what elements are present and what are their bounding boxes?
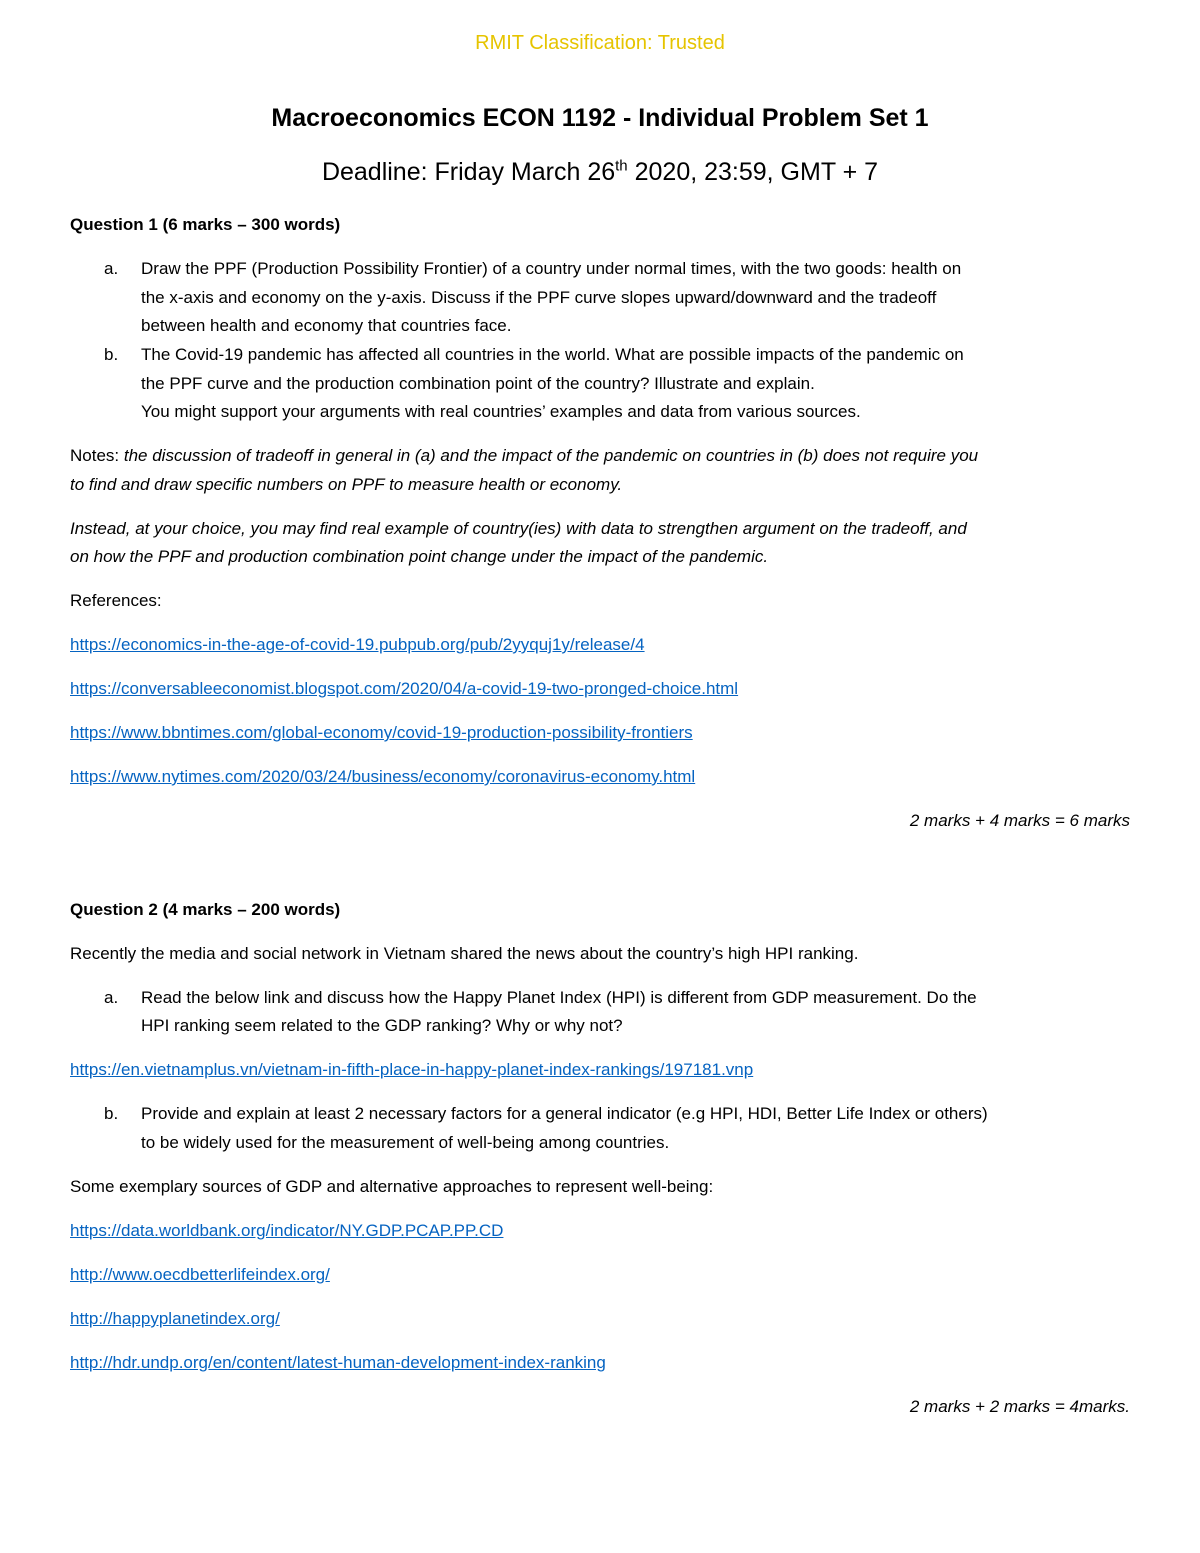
notes-line: to find and draw specific numbers on PPF to measure health or economy. [70, 475, 623, 494]
source-link[interactable]: http://hdr.undp.org/en/content/latest-human-development-index-ranking [70, 1353, 606, 1372]
notes-text: the discussion of tradeoff in general in (a) and the impact of the pandemic on countries in (b) does not require you [123, 446, 979, 465]
question-1-heading: Question 1 (6 marks – 300 words) [70, 215, 341, 234]
question-1a-line: the x-axis and economy on the y-axis. Discuss if the PPF curve slopes upward/downward and the tradeoff [141, 288, 937, 307]
deadline-suffix: 2020, 23:59, GMT + 7 [627, 158, 879, 186]
question-1b-line: The Covid-19 pandemic has affected all countries in the world. What are possible impacts of the pandemic on [141, 345, 964, 364]
deadline-prefix: Deadline: Friday March 26 [321, 158, 616, 186]
source-link[interactable]: http://www.oecdbetterlifeindex.org/ [70, 1265, 330, 1284]
source-link[interactable]: http://happyplanetindex.org/ [70, 1309, 280, 1328]
question-1b-line: the PPF curve and the production combination point of the country? Illustrate and explain. [141, 374, 815, 393]
question-1a-line: Draw the PPF (Production Possibility Frontier) of a country under normal times, with the two goods: health on [141, 259, 962, 278]
reference-link[interactable]: https://conversableeconomist.blogspot.com/2020/04/a-covid-19-two-pronged-choice.html [70, 679, 739, 698]
classification-label: RMIT Classification: Trusted [475, 32, 725, 54]
source-link[interactable]: https://data.worldbank.org/indicator/NY.GDP.PCAP.PP.CD [70, 1221, 504, 1240]
question-1b-marker: b. [104, 345, 119, 364]
deadline-superscript: th [615, 157, 628, 175]
question-2-heading: Question 2 (4 marks – 200 words) [70, 900, 341, 919]
question-2b-line: Provide and explain at least 2 necessary factors for a general indicator (e.g HPI, HDI, Better Life Index or others) [141, 1104, 988, 1123]
page-title: Macroeconomics ECON 1192 - Individual Problem Set 1 [271, 104, 929, 132]
question-2-intro: Recently the media and social network in Vietnam shared the news about the country’s high HPI ranking. [70, 944, 859, 963]
question-1b-line: You might support your arguments with real countries’ examples and data from various sources. [141, 402, 861, 421]
notes-line [70, 446, 978, 466]
question-2a-line: HPI ranking seem related to the GDP ranking? Why or why not? [141, 1016, 623, 1035]
question-2a-marker: a. [104, 988, 119, 1007]
instead-line: on how the PPF and production combination point change under the impact of the pandemic. [70, 547, 769, 566]
instead-line: Instead, at your choice, you may find real example of country(ies) with data to strengthen argument on the tradeoff, and [70, 519, 967, 538]
reference-link[interactable]: https://www.nytimes.com/2020/03/24/business/economy/coronavirus-economy.html [70, 767, 696, 786]
question-2-marks: 2 marks + 2 marks = 4marks. [909, 1397, 1130, 1416]
question-2a-line: Read the below link and discuss how the Happy Planet Index (HPI) is different from GDP measurement. Do the [141, 988, 977, 1007]
references-label: References: [70, 591, 162, 610]
question-1-marks: 2 marks + 4 marks = 6 marks [909, 811, 1130, 830]
deadline [0, 158, 1200, 187]
question-2b-marker: b. [104, 1104, 119, 1123]
question-2b-line: to be widely used for the measurement of well-being among countries. [141, 1133, 670, 1152]
hpi-article-link[interactable]: https://en.vietnamplus.vn/vietnam-in-fifth-place-in-happy-planet-index-rankings/197181.vnp [70, 1060, 754, 1079]
question-1a-marker: a. [104, 259, 119, 278]
reference-link[interactable]: https://economics-in-the-age-of-covid-19.pubpub.org/pub/2yyquj1y/release/4 [70, 635, 645, 654]
question-1a-line: between health and economy that countries face. [141, 316, 512, 335]
reference-link[interactable]: https://www.bbntimes.com/global-economy/covid-19-production-possibility-frontiers [70, 723, 693, 742]
notes-label: Notes: [70, 446, 124, 465]
sources-label: Some exemplary sources of GDP and alternative approaches to represent well-being: [70, 1177, 714, 1196]
